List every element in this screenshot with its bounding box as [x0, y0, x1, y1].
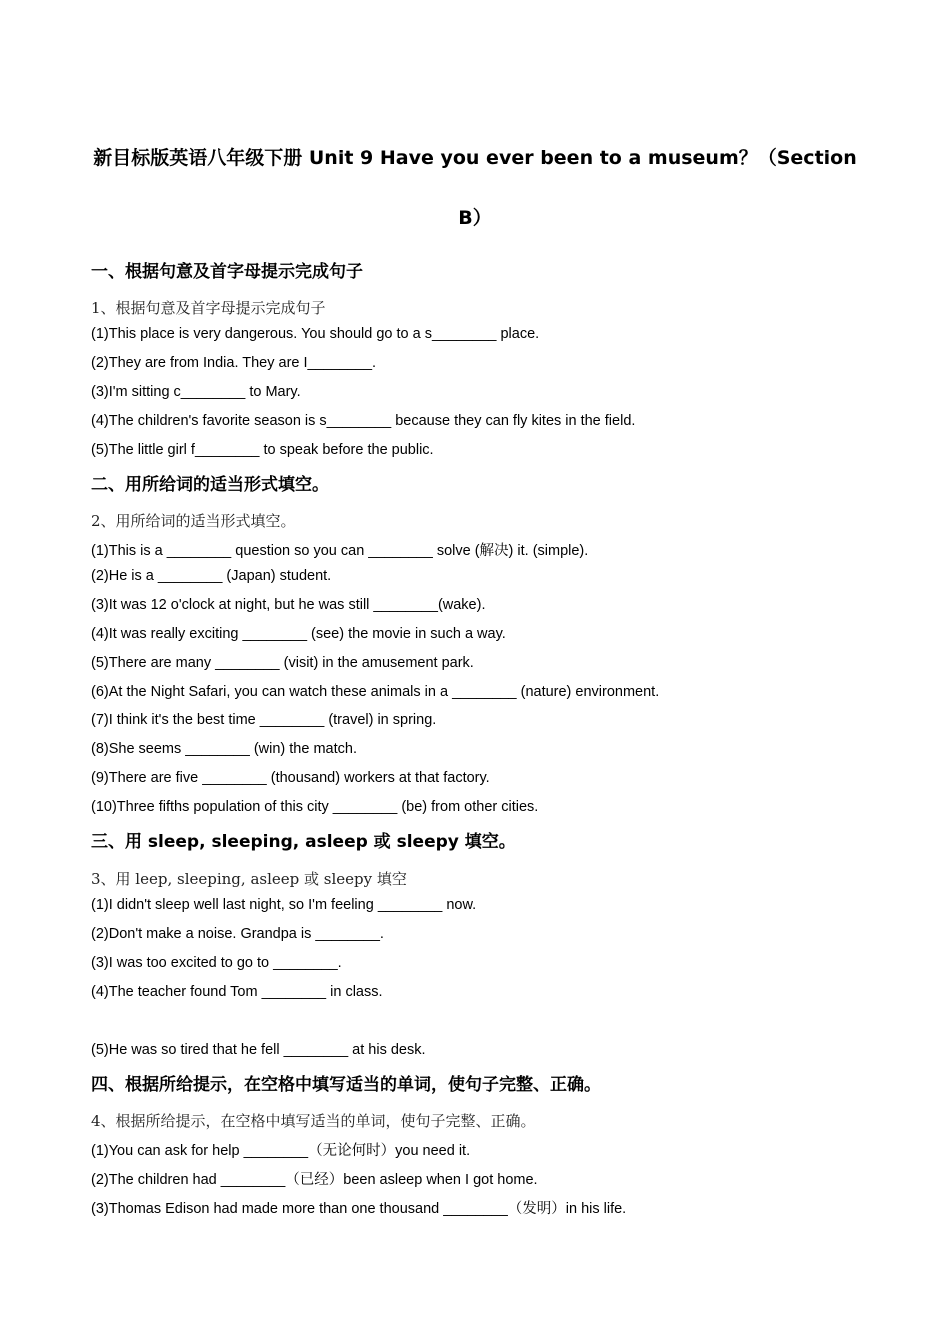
question-4-3: (3)Thomas Edison had made more than one thousand ________（发明）in his life. — [91, 1201, 627, 1217]
question-2-2: (2)He is a ________ (Japan) student. — [91, 568, 332, 584]
section-1-intro: 1、根据句意及首字母提示完成句子 — [91, 299, 326, 317]
section-2-intro: 2、用所给词的适当形式填空。 — [91, 512, 296, 530]
section-3-heading: 三、用 sleep, sleeping, asleep 或 sleepy 填空。 — [91, 832, 516, 852]
question-4-1: (1)You can ask for help ________（无论何时）you need it. — [91, 1143, 471, 1159]
question-1-5: (5)The little girl f________ to speak before the public. — [91, 442, 434, 458]
question-4-2: (2)The children had ________（已经）been asleep when I got home. — [91, 1172, 538, 1188]
question-2-7: (7)I think it's the best time ________ (travel) in spring. — [91, 712, 437, 728]
question-1-1: (1)This place is very dangerous. You should go to a s________ place. — [91, 326, 540, 342]
question-2-9: (9)There are five ________ (thousand) workers at that factory. — [91, 770, 490, 786]
section-2-heading: 二、用所给词的适当形式填空。 — [91, 475, 329, 495]
question-2-6: (6)At the Night Safari, you can watch these animals in a ________ (nature) environment. — [91, 684, 660, 700]
question-2-3: (3)It was 12 o'clock at night, but he was still ________(wake). — [91, 597, 486, 613]
question-2-1: (1)This is a ________ question so you can ________ solve (解决) it. (simple). — [91, 543, 589, 559]
section-4-intro: 4、根据所给提示，在空格中填写适当的单词，使句子完整、正确。 — [91, 1112, 536, 1130]
document-title-line2: B） — [458, 207, 492, 229]
question-2-4: (4)It was really exciting ________ (see) the movie in such a way. — [91, 626, 506, 642]
section-4-heading: 四、根据所给提示，在空格中填写适当的单词，使句子完整、正确。 — [91, 1075, 601, 1095]
question-3-4: (4)The teacher found Tom ________ in class. — [91, 984, 383, 1000]
document-title-line1: 新目标版英语八年级下册 Unit 9 Have you ever been to a museum？（Section — [93, 147, 857, 169]
question-3-1: (1)I didn't sleep well last night, so I'm feeling ________ now. — [91, 897, 477, 913]
question-3-5: (5)He was so tired that he fell ________ at his desk. — [91, 1042, 426, 1058]
section-3-intro: 3、用 leep, sleeping, asleep 或 sleepy 填空 — [91, 870, 407, 888]
question-1-3: (3)I'm sitting c________ to Mary. — [91, 384, 301, 400]
question-1-2: (2)They are from India. They are I________. — [91, 355, 377, 371]
question-3-2: (2)Don't make a noise. Grandpa is ________. — [91, 926, 384, 942]
question-2-10: (10)Three fifths population of this city ________ (be) from other cities. — [91, 799, 539, 815]
question-3-3: (3)I was too excited to go to ________. — [91, 955, 342, 971]
section-1-heading: 一、根据句意及首字母提示完成句子 — [91, 262, 363, 282]
question-1-4: (4)The children's favorite season is s________ because they can fly kites in the field. — [91, 413, 636, 429]
question-2-8: (8)She seems ________ (win) the match. — [91, 741, 357, 757]
question-2-5: (5)There are many ________ (visit) in the amusement park. — [91, 655, 474, 671]
